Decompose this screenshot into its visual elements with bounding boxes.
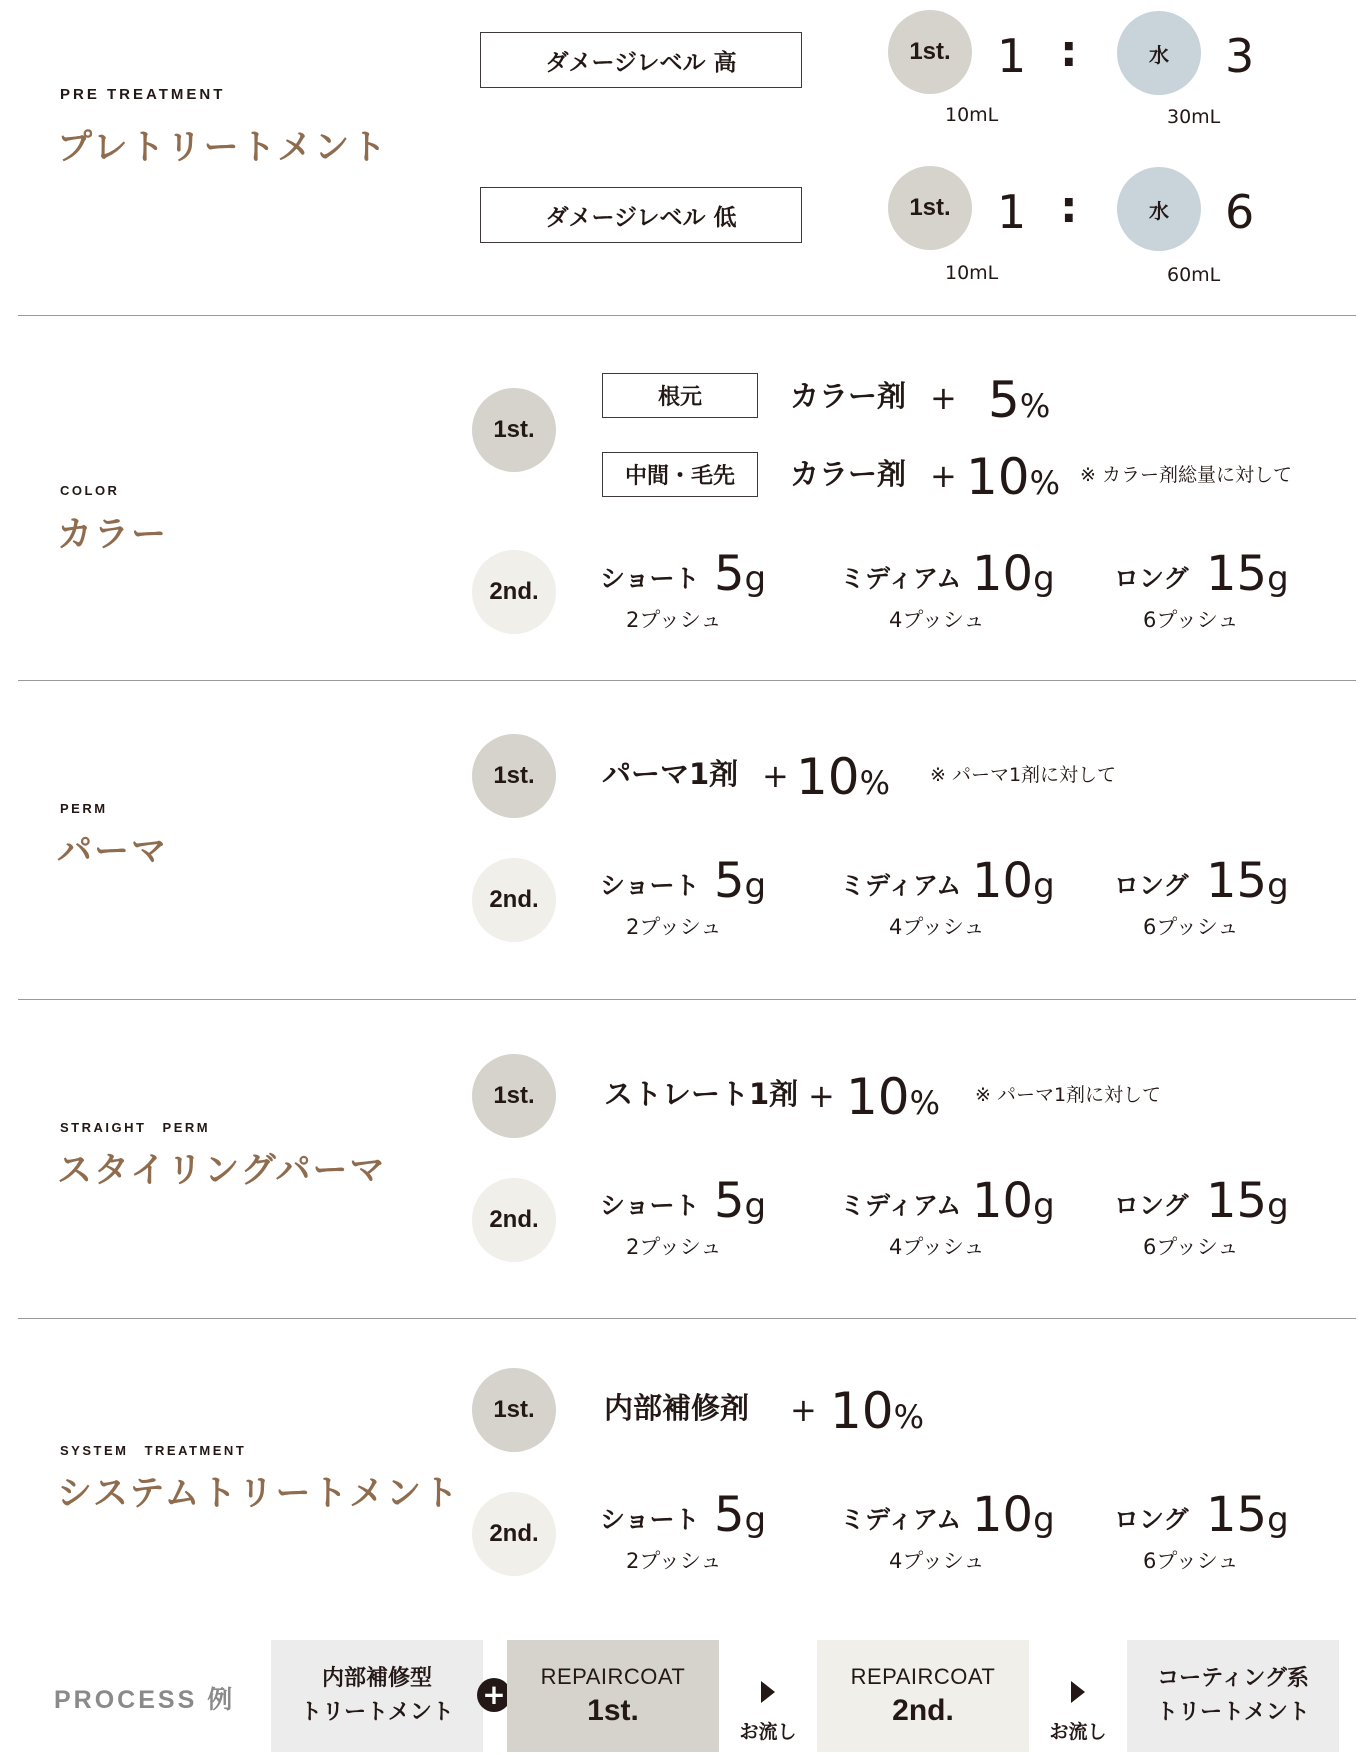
second-badge: 2nd. [472,1178,556,1262]
agent-label: カラー剤 [790,457,907,491]
length-label: ショート [600,871,700,900]
second-badge: 2nd. [472,1492,556,1576]
amount-number: 5 [714,1487,745,1543]
step-line: REPAIRCOAT [540,1664,686,1689]
section-title: システムトリートメント [57,1474,461,1514]
push-count: 6プッシュ [1143,1549,1239,1573]
percent-value [846,1068,941,1126]
percent-unit: % [1029,464,1061,502]
step-line: 2nd. [892,1694,954,1727]
length-label: ロング [1114,564,1189,593]
amount-unit: g [744,559,767,599]
process-step-internal-treatment [271,1640,483,1752]
amount-number: 5 [714,546,745,602]
damage-level-high-box: ダメージレベル 高 [480,32,802,88]
percent-value [796,748,891,806]
section-en-title: PERM [60,801,108,816]
push-count: 2プッシュ [626,915,722,939]
percent-number: 10 [966,448,1030,506]
first-badge: 1st. [472,734,556,818]
section-en-title: PRE TREATMENT [60,86,226,103]
amount-value [1206,546,1289,602]
process-label: PROCESS 例 [54,1686,236,1714]
percent-unit: % [893,1398,925,1436]
first-badge: 1st. [472,1368,556,1452]
length-label: ロング [1114,1505,1189,1534]
agent-label: 内部補修剤 [604,1391,750,1425]
amount-value [714,546,767,602]
ratio-water-ml: 30mL [1167,106,1221,128]
push-count: 2プッシュ [626,1549,722,1573]
arrow-right-icon [761,1681,775,1703]
section-en-title: COLOR [60,483,120,498]
section-en-title: STRAIGHT PERM [60,1120,211,1135]
rinse-label: お流し [739,1721,797,1743]
push-count: 4プッシュ [889,1235,985,1259]
ratio-colon: : [1060,182,1078,233]
middle-ends-box: 中間・毛先 [602,452,758,497]
amount-unit: g [1267,1186,1289,1226]
note-text: ※ パーマ1剤に対して [975,1084,1162,1106]
damage-level-low-box: ダメージレベル 低 [480,187,802,243]
length-label: ショート [600,564,700,593]
amount-unit: g [744,866,767,906]
first-badge: 1st. [472,1054,556,1138]
water-badge: 水 [1117,11,1201,95]
percent-unit: % [1019,387,1051,425]
percent-value [988,371,1051,429]
amount-value [714,1173,767,1229]
amount-number: 10 [972,853,1034,909]
plus-icon: + [477,1678,511,1712]
agent-label: ストレート1剤 [604,1077,799,1111]
ratio-water-ml: 60mL [1167,264,1221,286]
length-label: ショート [600,1191,700,1220]
length-label: ミディアム [840,1191,962,1220]
amount-value [972,1173,1055,1229]
amount-value [714,853,767,909]
process-step-repaircoat-1st [507,1640,719,1752]
amount-value [972,1487,1055,1543]
amount-unit: g [1033,1186,1055,1226]
amount-number: 10 [972,1173,1034,1229]
percent-number: 10 [846,1068,910,1126]
ratio-first-value: 1 [997,29,1027,83]
agent-label: カラー剤 [790,379,907,413]
ratio-first-ml: 10mL [945,262,999,284]
section-title: スタイリングパーマ [57,1151,387,1191]
percent-number: 10 [830,1382,894,1440]
root-box: 根元 [602,373,758,418]
plus-sign: + [762,757,789,795]
rinse-step [1039,1681,1117,1744]
amount-value [1206,1487,1289,1543]
section-divider [18,680,1356,681]
amount-value [972,546,1055,602]
amount-number: 15 [1206,546,1268,602]
step-line: 内部補修型 [321,1666,432,1691]
push-count: 6プッシュ [1143,608,1239,632]
amount-value [714,1487,767,1543]
section-title: カラー [57,515,169,555]
percent-unit: % [859,764,891,802]
amount-unit: g [1033,559,1055,599]
plus-sign: + [790,1391,817,1429]
section-divider [18,999,1356,1000]
push-count: 2プッシュ [626,608,722,632]
push-count: 4プッシュ [889,608,985,632]
section-en-title: SYSTEM TREATMENT [60,1443,247,1458]
ratio-water-value: 3 [1225,29,1255,83]
amount-number: 10 [972,1487,1034,1543]
first-badge: 1st. [472,388,556,472]
amount-number: 5 [714,1173,745,1229]
second-badge: 2nd. [472,550,556,634]
agent-label: パーマ1剤 [602,757,739,791]
amount-number: 15 [1206,1487,1268,1543]
percent-number: 10 [796,748,860,806]
ratio-first-value: 1 [997,185,1027,239]
rinse-step [729,1681,807,1744]
note-text: ※ パーマ1剤に対して [930,764,1117,786]
ratio-colon: : [1060,26,1078,77]
plus-sign: + [808,1077,835,1115]
step-line: トリートメント [1156,1700,1310,1725]
length-label: ミディアム [840,871,962,900]
amount-number: 5 [714,853,745,909]
amount-unit: g [1267,559,1289,599]
push-count: 6プッシュ [1143,1235,1239,1259]
amount-value [1206,853,1289,909]
arrow-right-icon [1071,1681,1085,1703]
ratio-water-value: 6 [1225,185,1255,239]
percent-value [966,448,1061,506]
amount-unit: g [1267,866,1289,906]
amount-unit: g [1033,1500,1055,1540]
push-count: 6プッシュ [1143,915,1239,939]
section-title: パーマ [57,832,169,872]
section-title: プレトリートメント [57,128,389,168]
amount-unit: g [1033,866,1055,906]
length-label: ロング [1114,871,1189,900]
step-line: トリートメント [300,1700,454,1725]
length-label: ショート [600,1505,700,1534]
plus-sign: + [930,379,957,417]
step-line: REPAIRCOAT [850,1664,996,1689]
amount-number: 10 [972,546,1034,602]
first-badge: 1st. [888,166,972,250]
first-badge: 1st. [888,10,972,94]
step-line: コーティング系 [1157,1666,1309,1691]
amount-value [1206,1173,1289,1229]
percent-number: 5 [988,371,1020,429]
process-step-coating-treatment [1127,1640,1339,1752]
water-badge: 水 [1117,167,1201,251]
amount-unit: g [744,1500,767,1540]
amount-number: 15 [1206,853,1268,909]
second-badge: 2nd. [472,858,556,942]
note-text: ※ カラー剤総量に対して [1080,464,1292,486]
percent-unit: % [909,1084,941,1122]
amount-number: 15 [1206,1173,1268,1229]
ratio-first-ml: 10mL [945,104,999,126]
rinse-label: お流し [1049,1721,1107,1743]
step-line: 1st. [587,1694,639,1727]
length-label: ミディアム [840,1505,962,1534]
length-label: ロング [1114,1191,1189,1220]
length-label: ミディアム [840,564,962,593]
push-count: 4プッシュ [889,1549,985,1573]
section-divider [18,315,1356,316]
process-step-repaircoat-2nd [817,1640,1029,1752]
amount-unit: g [744,1186,767,1226]
amount-value [972,853,1055,909]
section-divider [18,1318,1356,1319]
push-count: 2プッシュ [626,1235,722,1259]
amount-unit: g [1267,1500,1289,1540]
push-count: 4プッシュ [889,915,985,939]
plus-sign: + [930,457,957,495]
percent-value [830,1382,925,1440]
